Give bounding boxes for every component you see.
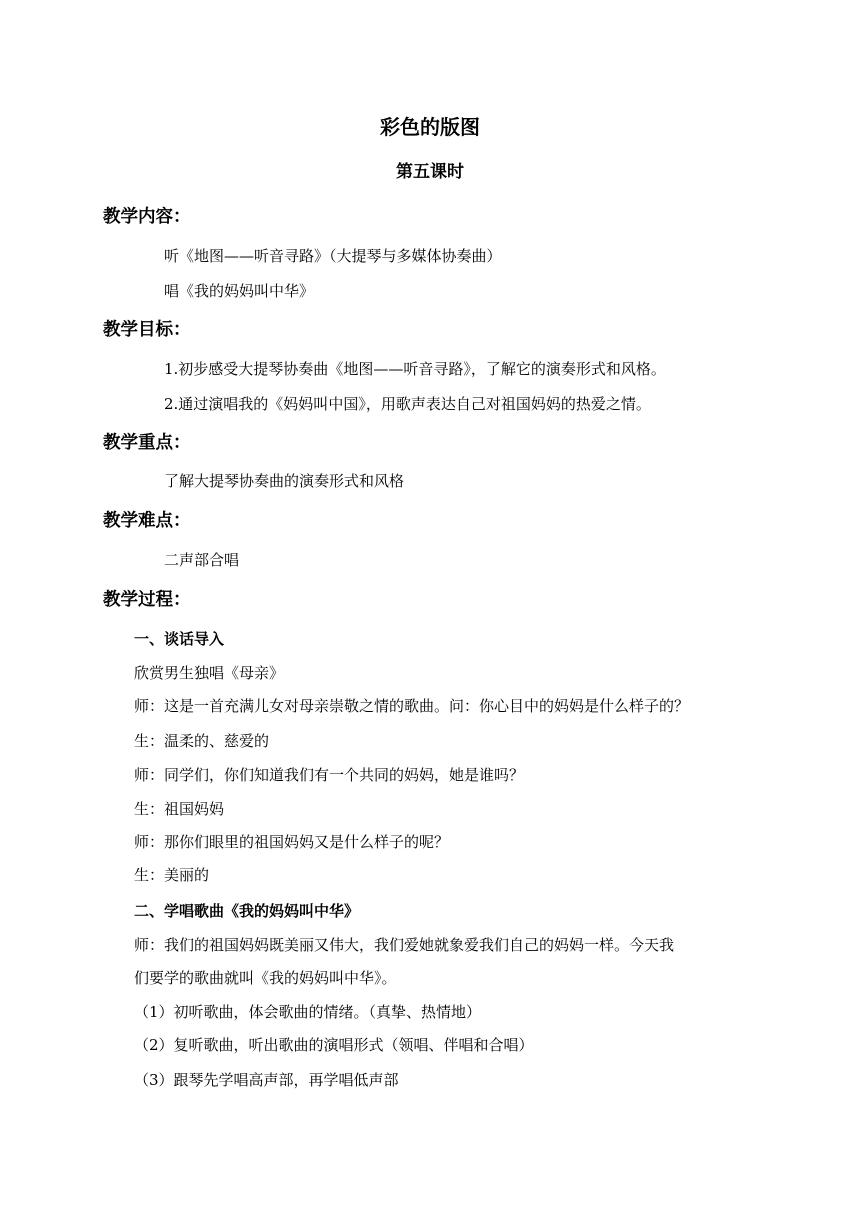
process-part2-line-4: （2）复听歌曲，听出歌曲的演唱形式（领唱、伴唱和合唱） [134,1036,534,1054]
process-part1-line-6: 师：那你们眼里的祖国妈妈又是什么样子的呢？ [134,833,450,851]
section-heading-process: 教学过程： [103,590,191,610]
process-part1-line-1: 欣赏男生独唱《母亲》 [134,664,285,682]
goals-line-2: 2.通过演唱我的《妈妈叫中国》，用歌声表达自己对祖国妈妈的热爱之情。 [164,395,651,413]
process-part2-heading: 二、学唱歌曲《我的妈妈叫中华》 [134,902,360,920]
process-part2-line-3: （1）初听歌曲，体会歌曲的情绪。（真挚、热情地） [134,1003,482,1021]
section-heading-content: 教学内容： [103,207,191,227]
section-heading-difficulties: 教学难点： [103,511,191,531]
content-line-1: 听《地图——听音寻路》（大提琴与多媒体协奏曲） [164,247,502,265]
document-subtitle: 第五课时 [396,162,464,182]
process-part1-line-3: 生：温柔的、慈爱的 [134,732,270,750]
process-part1-line-7: 生：美丽的 [134,866,210,884]
process-part1-heading: 一、谈话导入 [134,630,225,648]
process-part1-line-4: 师：同学们，你们知道我们有一个共同的妈妈，她是谁吗？ [134,766,525,784]
process-part2-line-2: 们要学的歌曲就叫《我的妈妈叫中华》。 [134,969,397,987]
process-part1-line-5: 生：祖国妈妈 [134,800,225,818]
process-part1-line-2: 师：这是一首充满儿女对母亲崇敬之情的歌曲。问：你心目中的妈妈是什么样子的？ [134,697,690,715]
document-title: 彩色的版图 [380,115,480,139]
difficulties-line-1: 二声部合唱 [164,551,240,569]
key-points-line-1: 了解大提琴协奏曲的演奏形式和风格 [164,472,405,490]
content-line-2: 唱《我的妈妈叫中华》 [164,282,315,300]
section-heading-goals: 教学目标： [103,320,191,340]
process-part2-line-1: 师：我们的祖国妈妈既美丽又伟大，我们爱她就象爱我们自己的妈妈一样。今天我 [134,936,675,954]
goals-line-1: 1.初步感受大提琴协奏曲《地图——听音寻路》，了解它的演奏形式和风格。 [164,360,666,378]
process-part2-line-5: （3）跟琴先学唱高声部，再学唱低声部 [134,1071,399,1089]
section-heading-key-points: 教学重点： [103,433,191,453]
